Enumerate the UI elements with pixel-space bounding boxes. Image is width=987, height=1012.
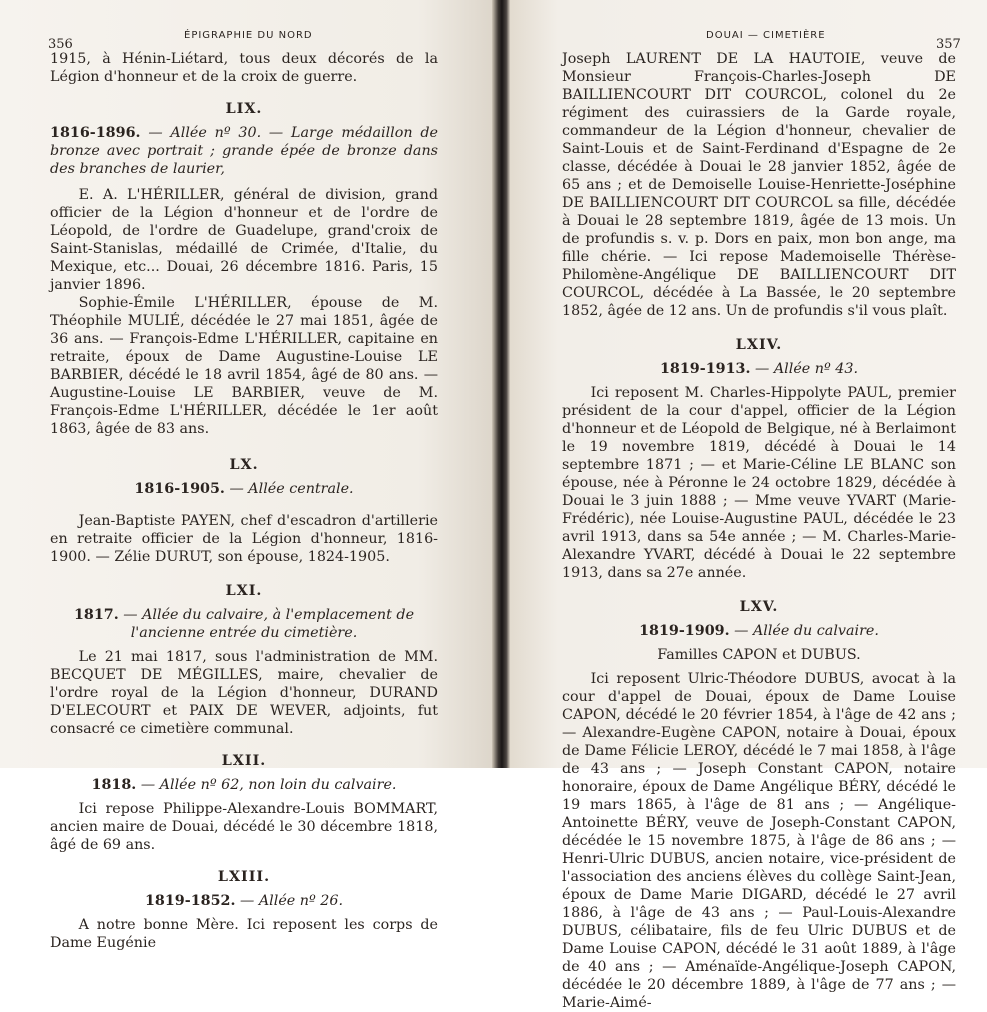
- section-number: LXI.: [225, 583, 263, 599]
- section-number: LX.: [229, 457, 259, 473]
- section-number: LXV.: [739, 599, 779, 615]
- entry-year: 1816-1905.: [134, 481, 225, 497]
- entry-paragraph: Ici repose Philippe-Alexandre-Louis BOMMART, ancien maire de Douai, décédé le 30 décembre 1818, âgé de 69 ans.: [50, 801, 438, 853]
- right-text-column: [562, 50, 956, 1012]
- intro-paragraph: Joseph LAURENT DE LA HAUTOIE, veuve de Monsieur François-Charles-Joseph DE BAILLIENCOURT DIT COURCOL, colonel du 2e régiment des cuirassiers de la Garde royale, commandeur de la Légion d'honneur, chevalier de Saint-Louis et de Saint-Ferdinand d'Espagne de 2e classe, décédée à Douai le 28 janvier 1852, âgée de 65 ans ; et de Demoiselle Louise-Henriette-Joséphine DE BAILLIENCOURT DIT COURCOL sa fille, décédée à Douai le 28 septembre 1819, âgée de 13 mois. Un de profundis s. v. p. Dors en paix, mon bon ange, ma fille chérie. — Ici repose Mademoiselle Thérèse-Philomène-Angélique DE BAILLIENCOURT DIT COURCOL, décédée à La Bassée, le 20 septembre 1852, âgée de 12 ans. Un de profundis s'il vous plaît.: [562, 51, 956, 319]
- running-head: DOUAI — CIMETIÈRE: [706, 30, 826, 41]
- entry-year: 1819-1909.: [639, 623, 730, 639]
- entry-location: — Allée nº 43.: [750, 361, 859, 377]
- section-number: LXIII.: [217, 869, 271, 885]
- entry-paragraph: Sophie-Émile L'HÉRILLER, épouse de M. Théophile MULIÉ, décédée le 27 mai 1851, âgée de 36 ans. — François-Edme L'HÉRILLER, capitaine en retraite, époux de Dame Augustine-Louise LE BARBIER, décédé le 18 avril 1854, âgé de 80 ans. — Augustine-Louise LE BARBIER, veuve de M. François-Edme L'HÉRILLER, décédée le 1er août 1863, âgée de 83 ans.: [50, 295, 438, 437]
- entry-paragraph: Ici reposent M. Charles-Hippolyte PAUL, premier président de la cour d'appel, officier de la Légion d'honneur et de Léopold de Belgique, né à Berlaimont le 19 novembre 1819, décédé à Douai le 14 septembre 1871 ; — et Marie-Céline LE BLANC son épouse, née à Péronne le 24 octobre 1829, décédée à Douai le 3 juin 1888 ; — Mme veuve YVART (Marie-Frédéric), née Louise-Augustine PAUL, décédée le 23 avril 1913, dans sa 54e année ; — M. Charles-Marie-Alexandre YVART, décédé à Douai le 22 septembre 1913, dans sa 27e année.: [562, 385, 956, 581]
- entry-paragraph: Le 21 mai 1817, sous l'administration de MM. BECQUET DE MÉGILLES, maire, chevalier de l'ordre royal de la Légion d'honneur, DURAND D'ELECOURT et PAIX DE WEVER, adjoints, fut consacré ce cimetière communal.: [50, 649, 438, 737]
- section-number: LIX.: [225, 101, 263, 117]
- left-text-column: [50, 50, 438, 952]
- page-number: 357: [936, 37, 961, 52]
- right-page: [510, 0, 987, 1011]
- entry-year: 1817.: [73, 607, 119, 623]
- running-head: ÉPIGRAPHIE DU NORD: [184, 30, 313, 41]
- entry-year: 1816-1896.: [50, 125, 141, 141]
- intro-paragraph: 1915, à Hénin-Liétard, tous deux décorés de la Légion d'honneur et de la croix de guerre.: [50, 51, 438, 85]
- entry-location: — Allée nº 30. — Large médaillon de bronze avec portrait ; grande épée de bronze dans des branches de laurier,: [50, 125, 438, 177]
- entry-year: 1819-1852.: [144, 893, 236, 909]
- entry-location: — Allée du calvaire, à l'emplacement de l'ancienne entrée du cimetière.: [118, 607, 415, 641]
- entry-location: — Allée centrale.: [224, 481, 354, 497]
- page-number: 356: [48, 37, 73, 52]
- entry-year: 1818.: [91, 777, 137, 793]
- entry-location: — Allée nº 62, non loin du calvaire.: [136, 777, 397, 793]
- entry-year: 1819-1913.: [659, 361, 751, 377]
- entry-location: — Allée du calvaire.: [729, 623, 879, 639]
- entry-subtitle: Familles CAPON et DUBUS.: [657, 647, 861, 663]
- left-page: [0, 0, 492, 951]
- entry-paragraph: A notre bonne Mère. Ici reposent les corps de Dame Eugénie: [50, 917, 438, 951]
- entry-paragraph: Jean-Baptiste PAYEN, chef d'escadron d'artillerie en retraite officier de la Légion d'honneur, 1816-1900. — Zélie DURUT, son épouse, 1824-1905.: [50, 513, 438, 565]
- entry-paragraph: Ici reposent Ulric-Théodore DUBUS, avocat à la cour d'appel de Douai, époux de Dame Louise CAPON, décédé le 20 février 1854, à l'âge de 42 ans ; — Alexandre-Eugène CAPON, notaire à Douai, époux de Dame Félicie LEROY, décédé le 7 mai 1858, à l'âge de 43 ans ; — Joseph Constant CAPON, notaire honoraire, époux de Dame Angélique BÉRY, décédé le 19 mars 1865, à l'âge de 81 ans ; — Angélique-Antoinette BÉRY, veuve de Joseph-Constant CAPON, décédée le 15 novembre 1875, à l'âge de 86 ans ; — Henri-Ulric DUBUS, ancien notaire, vice-président de l'association des anciens élèves du collège Saint-Jean, époux de Dame Marie DIGARD, décédé le 27 avril 1886, à l'âge de 43 ans ; — Paul-Louis-Alexandre DUBUS, célibataire, fils de feu Ulric DUBUS et de Dame Louise CAPON, décédé le 31 août 1889, à l'âge de 40 ans ; — Aménaïde-Angélique-Joseph CAPON, décédée le 20 décembre 1889, à l'âge de 77 ans ; — Marie-Aimé-: [562, 671, 956, 1011]
- section-number: LXIV.: [735, 337, 783, 353]
- book-gutter: [492, 0, 510, 768]
- entry-paragraph: E. A. L'HÉRILLER, général de division, grand officier de la Légion d'honneur et de l'ordre de Léopold, de l'ordre de Guadelupe, grand'croix de Saint-Stanislas, médaillé de Crimée, d'Italie, du Mexique, etc... Douai, 26 décembre 1816. Paris, 15 janvier 1896.: [50, 187, 438, 293]
- entry-location: — Allée nº 26.: [235, 893, 344, 909]
- section-number: LXII.: [221, 753, 267, 769]
